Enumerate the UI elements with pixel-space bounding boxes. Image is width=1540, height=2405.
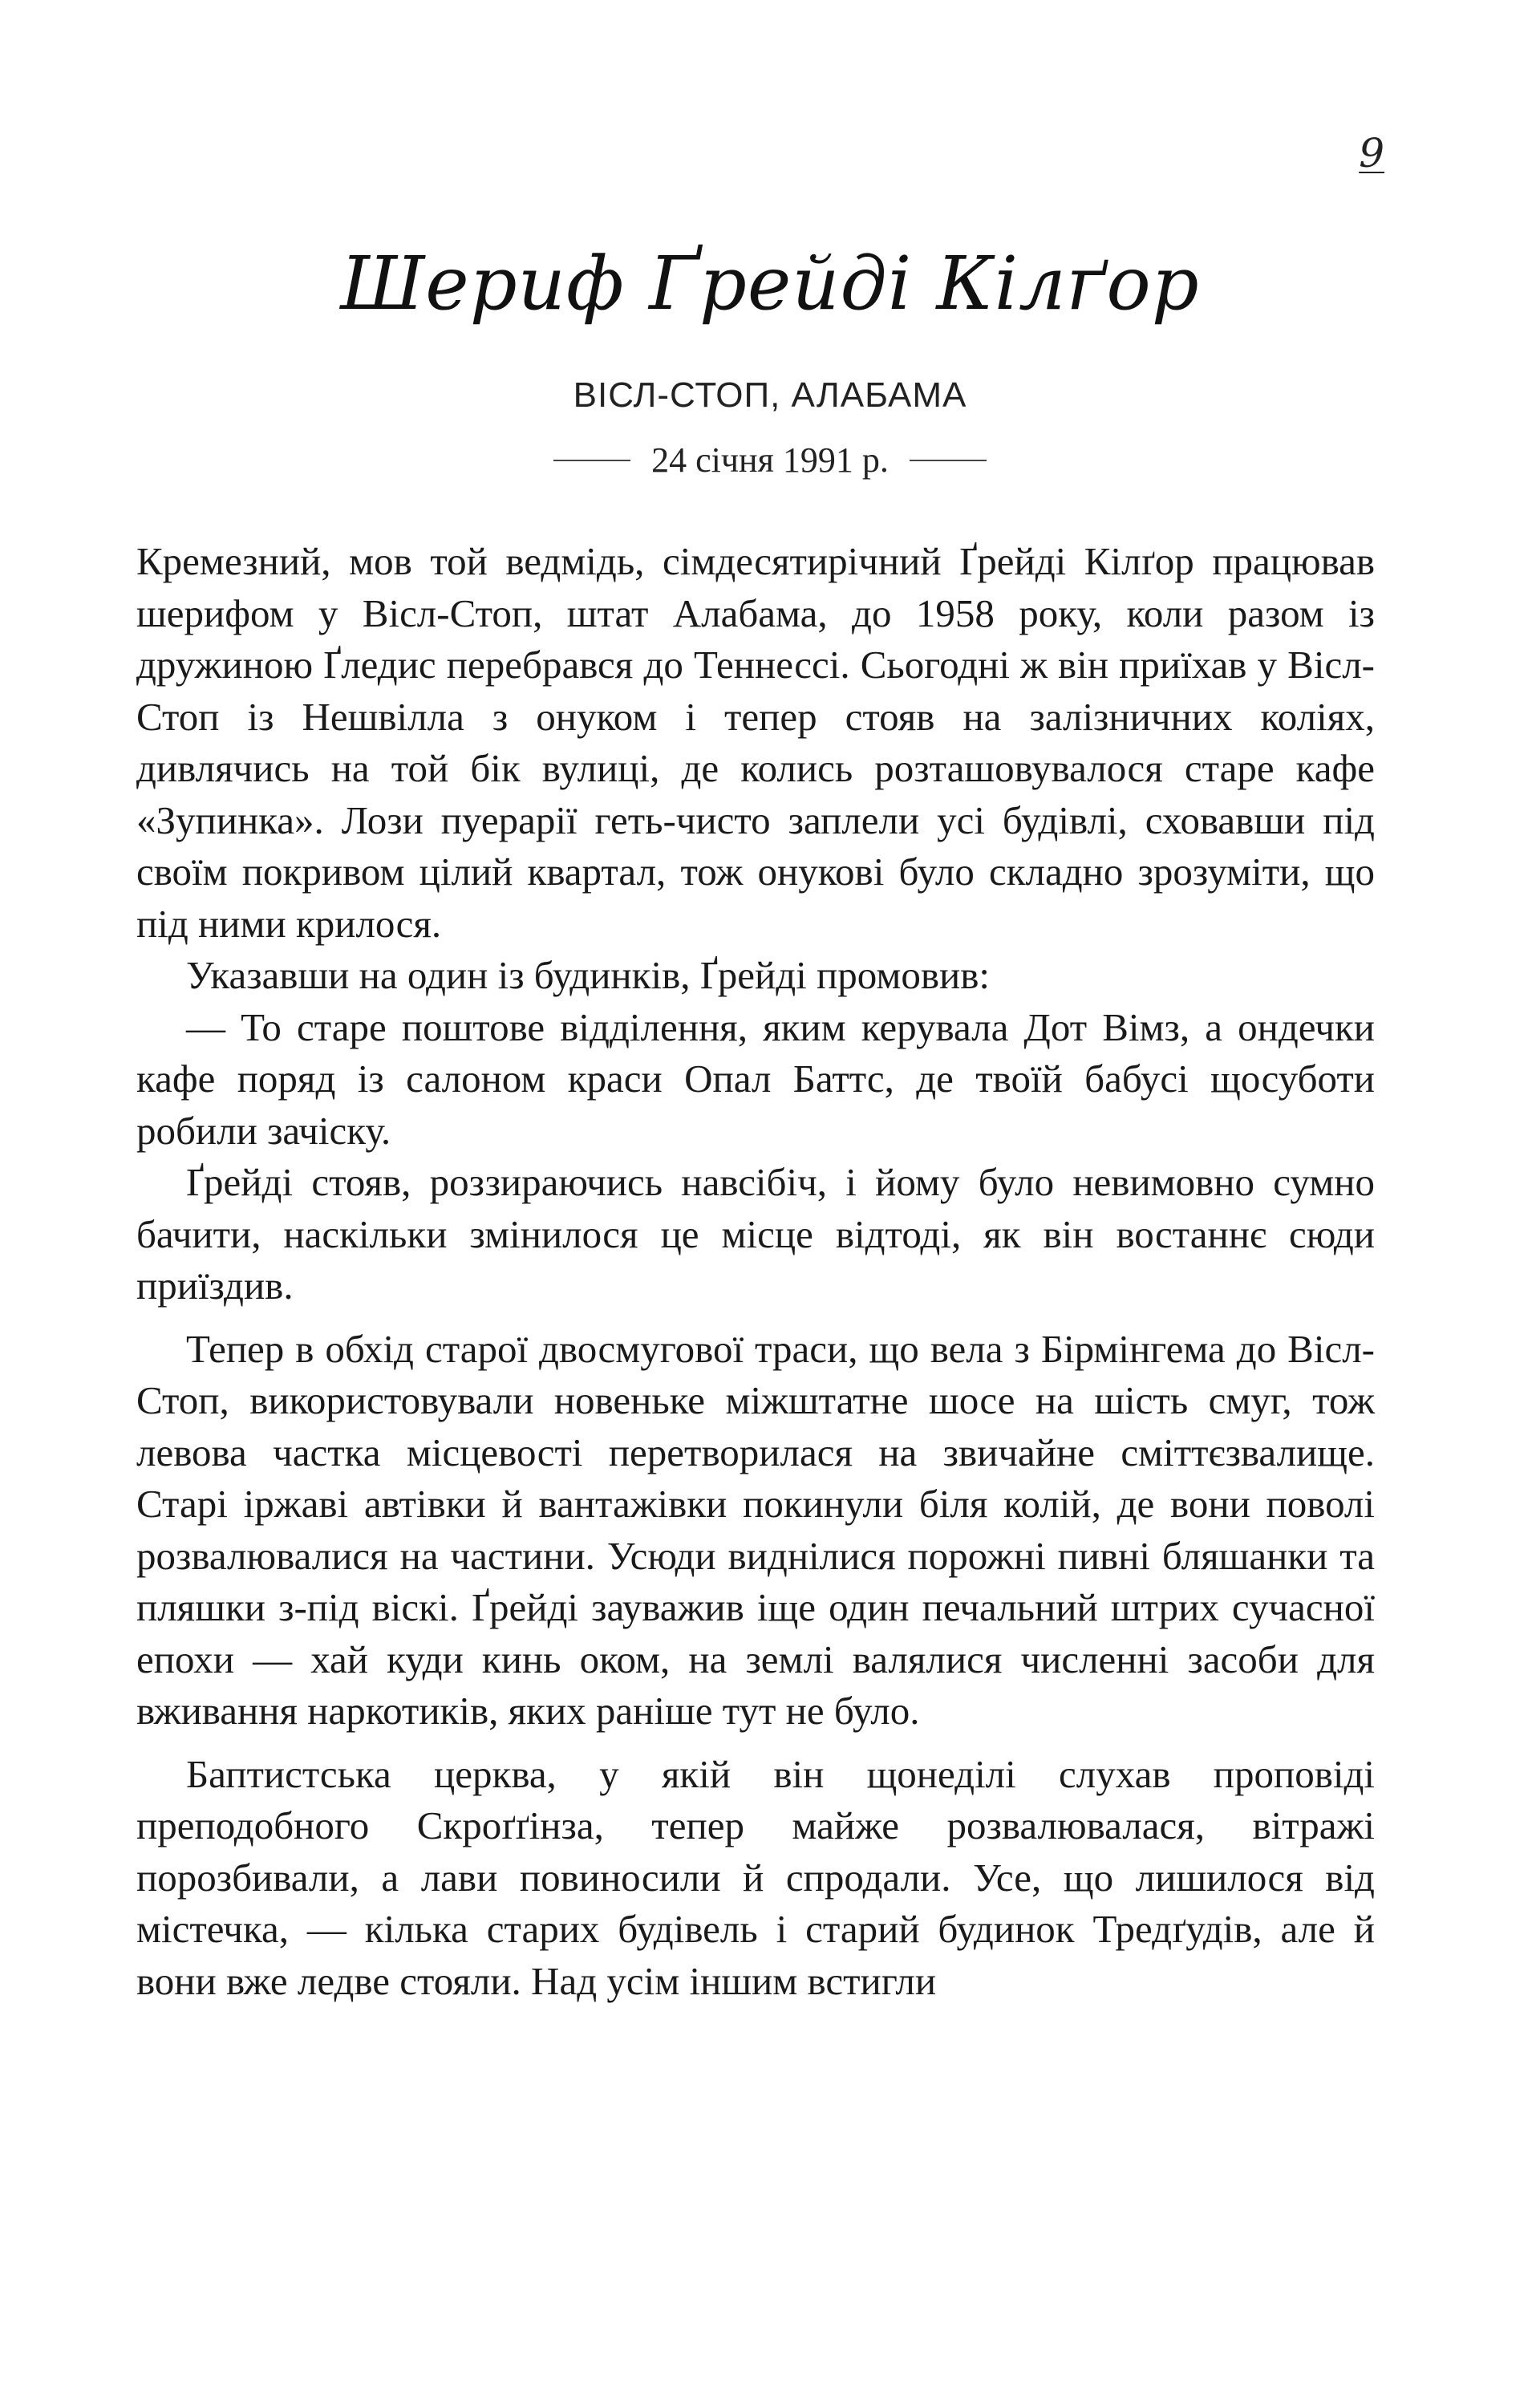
paragraph-6: Баптистська церква, у якій він щонеділі слухав проповіді преподобного Скроґґінза, тепер майже розвалювалася, вітражі порозбивали, а лави повиносили й спродали. Усе, що лишилося від містечка, — кілька старих будівель і старий будинок Тредґудів, але й вони вже ледве стояли. Над усім іншим встигли <box>136 1751 1375 2003</box>
paragraph-3: — То старе поштове відділення, яким керувала Дот Вімз, а ондечки кафе поряд із салоном краси Опал Баттс, де твоїй бабусі щосуботи робили зачіску. <box>136 1004 1375 1153</box>
chapter-date: 24 січня 1991 р. <box>651 440 889 480</box>
paragraph-1: Кремезний, мов той ведмідь, сімдесятирічний Ґрейді Кілґор працював шерифом у Вісл-Стоп, штат Алабама, до 1958 року, коли разом із дружиною Ґледис перебрався до Теннессі. Сьогодні ж він приїхав у Вісл-Стоп із Нешвілла з онуком і тепер стояв на залізничних коліях, дивлячись на той бік вулиці, де колись розташовувалося старе кафе «Зупинка». Лози пуерарії геть-чисто заплели усі будівлі, сховавши під своїм покривом цілий квартал, тож онукові було складно зрозуміти, що під ними крилося. <box>136 539 1375 946</box>
left-rule <box>553 460 630 461</box>
right-rule <box>910 460 987 461</box>
body-text <box>136 536 1375 2007</box>
page-number: 9 <box>1359 130 1384 176</box>
paragraph-5: Тепер в обхід старої двосмугової траси, що вела з Бірмінгема до Вісл-Стоп, використовували новеньке міжштатне шосе на шість смуг, тож левова частка місцевості перетворилася на звичайне сміттєзвалище. Старі іржаві автівки й вантажівки покинули біля колій, де вони поволі розвалювалися на частини. Усюди виднілися порожні пивні бляшанки та пляшки з-під віскі. Ґрейді зауважив іще один печальний штрих сучасної епохи — хай куди кинь оком, на землі валялися численні засоби для вживання наркотиків, яких раніше тут не було. <box>136 1326 1375 1733</box>
chapter-title: Шериф Ґрейді Кілґор <box>340 241 1200 326</box>
paragraph-4: Ґрейді стояв, роззираючись навсібіч, і йому було невимовно сумно бачити, наскільки змінилося це місце відтоді, як він востаннє сюди приїздив. <box>136 1160 1375 1308</box>
chapter-date-line <box>0 440 1540 481</box>
chapter-location: ВІСЛ-СТОП, АЛАБАМА <box>573 375 967 415</box>
paragraph-2: Указавши на один із будинків, Ґрейді промовив: <box>186 953 990 997</box>
